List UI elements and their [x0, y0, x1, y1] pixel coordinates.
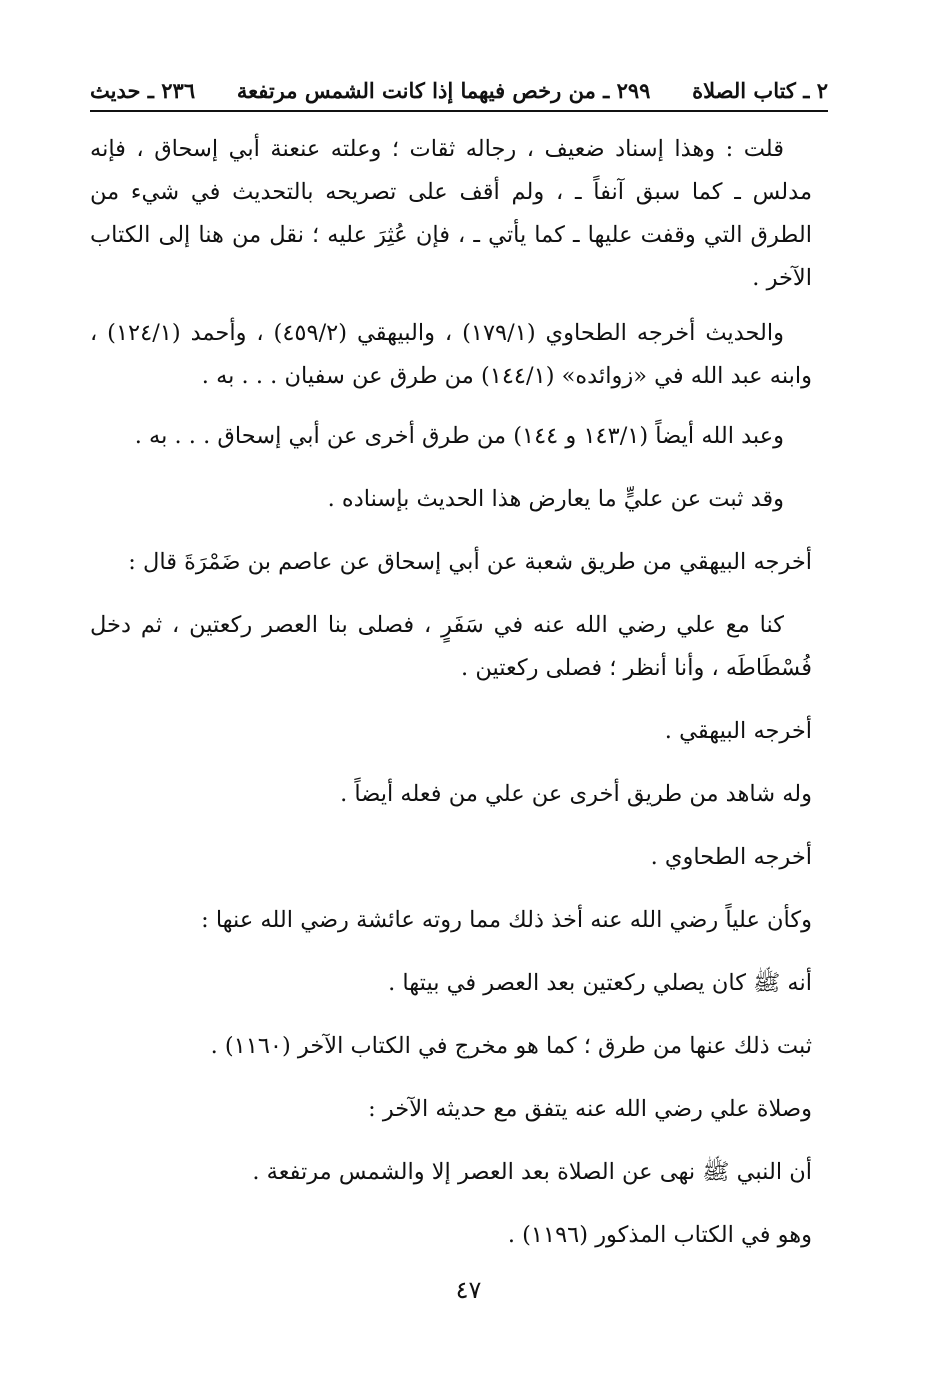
paragraph-contradiction: وقد ثبت عن عليٍّ ما يعارض هذا الحديث بإسناده .: [327, 486, 784, 512]
paragraph-established: ثبت ذلك عنها من طرق ؛ كما هو مخرج في الكتاب الآخر (١١٦٠) .: [210, 1033, 812, 1059]
paragraph-prophet-prohibition: أن النبي ﷺ نهى عن الصلاة بعد العصر إلا والشمس مرتفعة .: [252, 1159, 812, 1185]
paragraph-bayhaqi-chain: أخرجه البيهقي من طريق شعبة عن أبي إسحاق عن عاصم بن ضَمْرَةَ قال :: [128, 549, 812, 575]
header-divider: [90, 110, 828, 112]
header-chapter: ٢ ـ كتاب الصلاة: [692, 77, 828, 103]
paragraph-aisha-quote: أنه ﷺ كان يصلي ركعتين بعد العصر في بيتها .: [388, 970, 812, 996]
header-section: ٢٩٩ ـ من رخص فيهما إذا كانت الشمس مرتفعة: [236, 77, 651, 103]
paragraph-witness: وله شاهد من طريق أخرى عن علي من فعله أيضاً .: [340, 781, 812, 807]
header-hadith-number: ٢٣٦ ـ حديث: [90, 77, 196, 103]
paragraph-tahawi-source: أخرجه الطحاوي .: [650, 844, 812, 870]
paragraph-aisha-intro: وكأن علياً رضي الله عنه أخذ ذلك مما روته عائشة رضي الله عنها :: [201, 907, 812, 933]
paragraph-takhrij: والحديث أخرجه الطحاوي (١٧٩/١) ، والبيهقي (٤٥٩/٢) ، وأحمد (١٢٤/١) ، وابنه عبد الله في «زوائده» (١٤٤/١) من طرق عن سفيان . . . به .: [90, 320, 812, 389]
paragraph-reference: وهو في الكتاب المذكور (١١٩٦) .: [507, 1222, 812, 1248]
paragraph-narration-quote: كنا مع علي رضي الله عنه في سَفَرٍ ، فصلى بنا العصر ركعتين ، ثم دخل فُسْطَاطَه ، وأنا أنظر ؛ فصلى ركعتين .: [90, 612, 812, 681]
paragraph-bayhaqi-source: أخرجه البيهقي .: [664, 718, 812, 744]
page-body: [90, 128, 812, 1257]
paragraph-takhrij-abdullah: وعبد الله أيضاً (١٤٣/١ و ١٤٤) من طرق أخرى عن أبي إسحاق . . . به .: [134, 423, 784, 449]
paragraph-commentary: قلت : وهذا إسناد ضعيف ، رجاله ثقات ؛ وعلته عنعنة أبي إسحاق ، فإنه مدلس ـ كما سبق آنفاً ـ ، ولم أقف على تصريحه بالتحديث في شيء من الطرق التي وقفت عليها ـ كما يأتي ـ ، فإن عُثِرَ عليه ؛ نقل من هنا إلى الكتاب الآخر .: [90, 136, 812, 291]
running-header: [90, 72, 828, 108]
page-number: ٤٧: [455, 1276, 482, 1304]
paragraph-ali-prayer: وصلاة علي رضي الله عنه يتفق مع حديثه الآخر :: [368, 1096, 812, 1122]
